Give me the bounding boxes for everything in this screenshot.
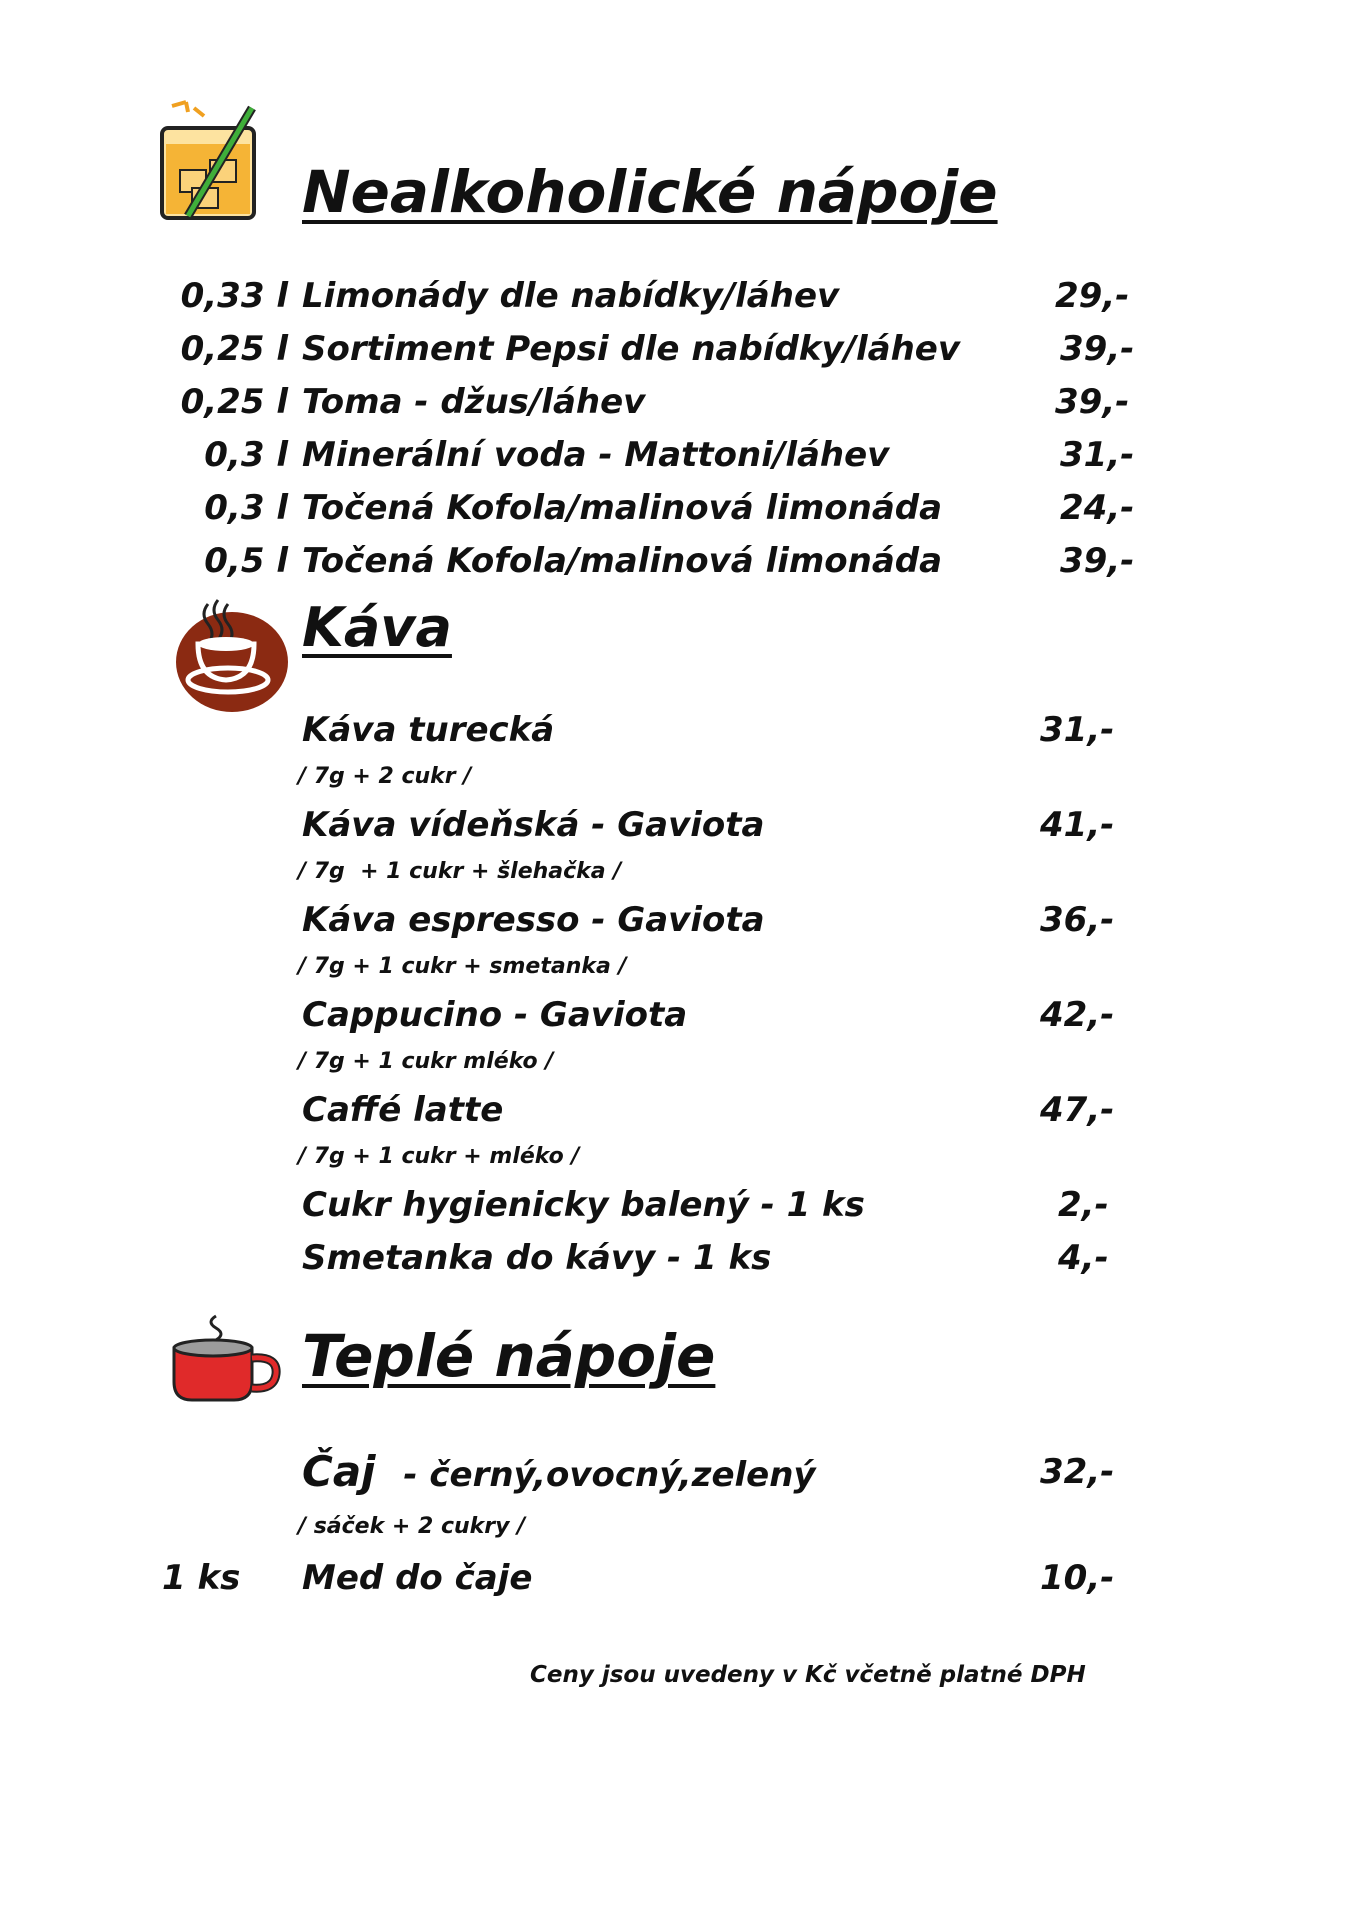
item-price: 39,- [1060, 541, 1135, 581]
item-name: Káva vídeňská - Gaviota [302, 805, 765, 845]
list-item [302, 801, 1162, 849]
list-item [160, 378, 1160, 426]
list-item [160, 484, 1160, 532]
item-note: / 7g + 2 cukr / [298, 764, 472, 789]
item-name [302, 1448, 816, 1499]
item-note: / 7g + 1 cukr + mléko / [298, 1144, 580, 1169]
item-note: / sáček + 2 cukry / [298, 1514, 526, 1539]
drink-glass-icon [152, 96, 274, 226]
item-price: 29,- [1055, 276, 1130, 316]
list-item [160, 272, 1160, 320]
coffee-cup-icon [170, 594, 290, 718]
item-price: 31,- [1060, 435, 1135, 475]
item-name: Med do čaje [302, 1558, 533, 1598]
item-price: 42,- [1040, 995, 1115, 1035]
item-quantity: 1 ks [162, 1558, 241, 1598]
item-note: / 7g + 1 cukr + šlehačka / [298, 859, 622, 884]
item-price: 39,- [1055, 382, 1130, 422]
item-note: / 7g + 1 cukr + smetanka / [298, 954, 627, 979]
item-name: Točená Kofola/malinová limonáda [302, 541, 943, 581]
item-price: 36,- [1040, 900, 1115, 940]
tea-label: Čaj [302, 1447, 376, 1496]
tea-mug-icon [166, 1312, 284, 1404]
section-title-cold-drinks: Nealkoholické nápoje [302, 158, 998, 226]
price-footnote: Ceny jsou uvedeny v Kč včetně platné DPH [530, 1662, 1086, 1688]
item-name: Cappucino - Gaviota [302, 995, 688, 1035]
item-price: 31,- [1040, 710, 1115, 750]
item-name: Káva turecká [302, 710, 555, 750]
item-name: Toma - džus/láhev [302, 382, 646, 422]
item-price: 39,- [1060, 329, 1135, 369]
item-note: / 7g + 1 cukr mléko / [298, 1049, 554, 1074]
list-item [160, 431, 1160, 479]
section-title-hot-drinks: Teplé nápoje [302, 1322, 716, 1390]
list-item [160, 537, 1160, 585]
item-price: 47,- [1040, 1090, 1115, 1130]
item-name: Točená Kofola/malinová limonáda [302, 488, 943, 528]
item-name: Limonády dle nabídky/láhev [302, 276, 840, 316]
item-name: Káva espresso - Gaviota [302, 900, 765, 940]
item-quantity: 0,5 l [204, 541, 288, 581]
item-price: 24,- [1060, 488, 1135, 528]
list-item [302, 896, 1162, 944]
list-item [302, 991, 1162, 1039]
item-name: Sortiment Pepsi dle nabídky/láhev [302, 329, 961, 369]
list-item [302, 706, 1162, 754]
item-quantity: 0,3 l [204, 435, 288, 475]
list-item [160, 1554, 1160, 1602]
list-item [160, 325, 1160, 373]
section-title-coffee: Káva [302, 596, 452, 659]
item-price: 2,- [1058, 1185, 1109, 1225]
list-item [302, 1234, 1162, 1282]
item-price: 41,- [1040, 805, 1115, 845]
item-quantity: 0,33 l [180, 276, 288, 316]
item-name: Smetanka do kávy - 1 ks [302, 1238, 772, 1278]
item-quantity: 0,3 l [204, 488, 288, 528]
list-item [302, 1448, 1162, 1504]
item-price: 32,- [1040, 1452, 1115, 1492]
item-price: 10,- [1040, 1558, 1115, 1598]
list-item [302, 1086, 1162, 1134]
tea-varieties: - černý,ovocný,zelený [403, 1455, 816, 1495]
item-quantity: 0,25 l [180, 382, 288, 422]
item-name: Cukr hygienicky balený - 1 ks [302, 1185, 865, 1225]
item-quantity: 0,25 l [180, 329, 288, 369]
item-name: Minerální voda - Mattoni/láhev [302, 435, 890, 475]
item-price: 4,- [1058, 1238, 1109, 1278]
item-name: Caffé latte [302, 1090, 504, 1130]
list-item [302, 1181, 1162, 1229]
